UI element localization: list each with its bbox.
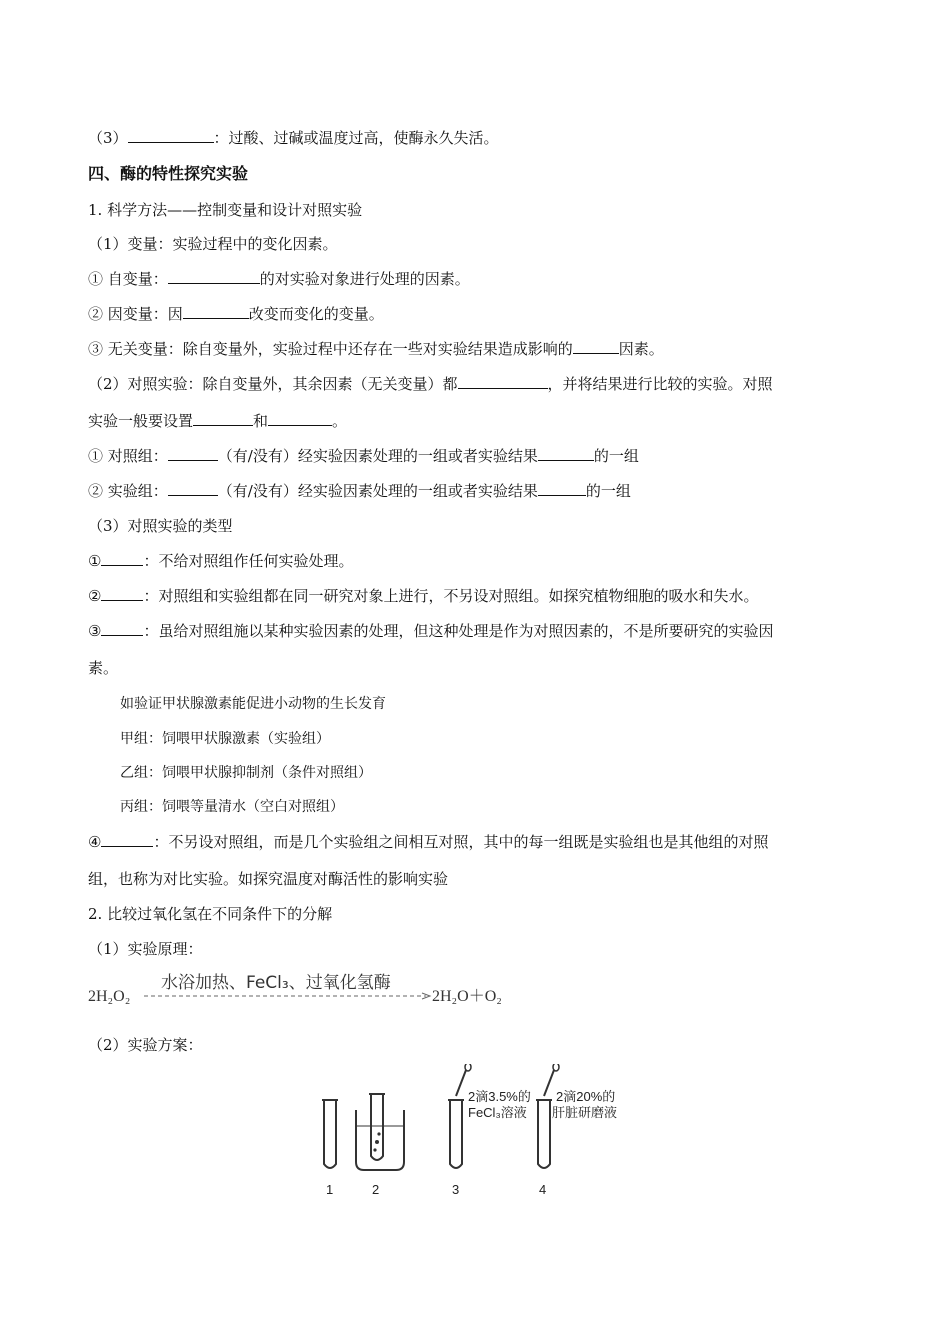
dependent-variable: ② 因变量：因 改变而变化的变量。 [88,305,384,323]
test-tube-1 [322,1100,338,1168]
controlled-experiment-def: （2）对照实验：除自变量外，其余因素（无关变量）都 ，并将结果进行比较的实验。对照 [88,375,773,393]
fill-blank[interactable] [538,446,594,461]
fill-blank[interactable] [101,832,153,847]
example-group-c: 丙组：饲喂等量清水（空白对照组） [120,799,344,815]
fill-blank[interactable] [101,551,143,566]
line-3-denaturation: （3） ：过酸、过碱或温度过高，使酶永久失活。 [88,129,499,147]
control-group: ① 对照组： （有/没有）经实验因素处理的一组或者实验结果 的一组 [88,447,639,465]
variable-definition: （1）变量：实验过程中的变化因素。 [88,235,338,253]
principle-title: （1）实验原理： [88,940,203,958]
section-heading: 四、酶的特性探究实验 [88,164,249,183]
control-type-2: ② ：对照组和实验组都在同一研究对象上进行，不另设对照组。如探究植物细胞的吸水和失水。 [88,587,759,605]
item-1-title: 1. 科学方法——控制变量和设计对照实验 [88,201,363,219]
example-group-b: 乙组：饲喂甲状腺抑制剂（条件对照组） [120,765,372,781]
equation-products: 2H₂O＋O₂ [432,988,502,1005]
apparatus-figure [300,1064,640,1204]
control-types-title: （3）对照实验的类型 [88,517,233,535]
fill-blank[interactable] [101,586,143,601]
tube-label-2: 2 [372,1182,380,1197]
test-tube-3 [448,1100,464,1168]
reagent-4-line-1: 2滴20%的 [556,1089,616,1104]
fill-blank[interactable] [101,621,143,636]
reagent-3-line-1: 2滴3.5%的 [468,1089,531,1104]
equation-condition: 水浴加热、FeCl₃、过氧化氢酶 [161,973,391,993]
fill-blank[interactable] [268,411,332,426]
extraneous-variable: ③ 无关变量：除自变量外，实验过程中还存在一些对实验结果造成影响的 因素。 [88,340,664,358]
tube-label-1: 1 [326,1182,334,1197]
fill-blank[interactable] [128,128,214,143]
fill-blank[interactable] [193,411,253,426]
fill-blank[interactable] [168,481,218,496]
reagent-4-line-2: 肝脏研磨液 [552,1105,618,1120]
plan-title: （2）实验方案： [88,1036,203,1054]
experimental-group: ② 实验组： （有/没有）经实验因素处理的一组或者实验结果 的一组 [88,482,631,500]
tube-label-3: 3 [452,1182,460,1197]
fill-blank[interactable] [573,339,619,354]
fill-blank[interactable] [458,374,548,389]
fill-blank[interactable] [168,269,260,284]
fill-blank[interactable] [183,304,249,319]
example-group-a: 甲组：饲喂甲状腺激素（实验组） [120,731,330,747]
control-type-3-cont: 素。 [88,659,119,677]
control-type-3: ③ ：虽给对照组施以某种实验因素的处理，但这种处理是作为对照因素的，不是所要研究的实验因 [88,622,774,640]
tube-label-4: 4 [539,1182,547,1197]
item-2-title: 2. 比较过氧化氢在不同条件下的分解 [88,905,333,923]
water-bath-beaker [356,1110,404,1170]
control-type-4-cont: 组，也称为对比实验。如探究温度对酶活性的影响实验 [88,870,449,888]
control-type-1: ① ：不给对照组作任何实验处理。 [88,552,354,570]
independent-variable: ① 自变量： 的对实验对象进行处理的因素。 [88,270,470,288]
fill-blank[interactable] [538,481,586,496]
reaction-equation [86,966,526,1010]
test-tube-4 [536,1100,552,1168]
fill-blank[interactable] [168,446,218,461]
test-tube-2 [369,1094,385,1160]
equation-reactant: 2H₂O₂ [88,988,131,1005]
controlled-experiment-cont: 实验一般要设置 和 。 [88,412,348,430]
reagent-3-line-2: FeCl₃溶液 [468,1105,527,1120]
example-intro: 如验证甲状腺激素能促进小动物的生长发育 [120,696,386,712]
control-type-4: ④ ：不另设对照组，而是几个实验组之间相互对照，其中的每一组既是实验组也是其他组的对照 [88,833,769,851]
